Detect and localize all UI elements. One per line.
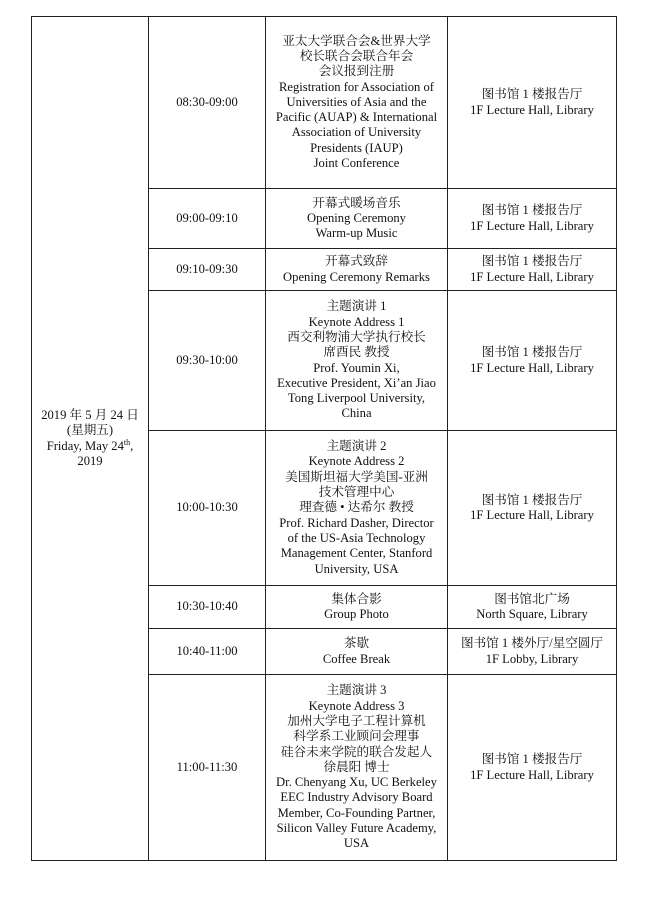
- weekday-zh: (星期五): [66, 423, 114, 438]
- date-en: [35, 439, 145, 454]
- cell-line: 图书馆 1 楼报告厅: [481, 203, 583, 218]
- cell-line: Coffee Break: [322, 651, 391, 666]
- cell-line: 1F Lecture Hall, Library: [470, 102, 594, 117]
- cell-line: China: [341, 406, 372, 421]
- cell-line: Pacific (AUAP) & International: [275, 110, 438, 125]
- cell-line: Keynote Address 2: [308, 454, 405, 469]
- cell-line: Member, Co-Founding Partner,: [277, 805, 436, 820]
- venue-cell: [448, 431, 617, 586]
- event-cell: [266, 249, 448, 291]
- time-cell: 10:40-11:00: [149, 629, 266, 675]
- time-cell: 09:30-10:00: [149, 291, 266, 431]
- venue-cell: [448, 17, 617, 189]
- cell-line: of the US-Asia Technology: [287, 530, 426, 545]
- cell-line: EEC Industry Advisory Board: [280, 790, 433, 805]
- cell-line: North Square, Library: [476, 607, 588, 621]
- time-cell: 09:10-09:30: [149, 249, 266, 291]
- date-en-suffix: ,: [130, 438, 134, 453]
- cell-line: 1F Lecture Hall, Library: [470, 767, 594, 782]
- cell-line: 校长联合会联合年会: [299, 48, 414, 63]
- cell-line: 开幕式暖场音乐: [312, 195, 401, 210]
- time-cell: 11:00-11:30: [149, 675, 266, 861]
- cell-line: 主题演讲 2: [326, 439, 387, 454]
- cell-line: 1F Lecture Hall, Library: [470, 218, 594, 233]
- cell-line: Presidents (IAUP): [310, 140, 403, 155]
- event-cell: [266, 675, 448, 861]
- venue-cell: [448, 629, 617, 675]
- venue-cell: [448, 249, 617, 291]
- cell-line: USA: [343, 836, 370, 851]
- cell-line: Prof. Richard Dasher, Director: [279, 515, 434, 530]
- cell-line: 图书馆 1 楼报告厅: [481, 87, 583, 102]
- cell-line: 加州大学电子工程计算机: [287, 713, 426, 728]
- time-cell: 08:30-09:00: [149, 17, 266, 189]
- cell-line: Opening Ceremony: [307, 210, 406, 225]
- venue-cell: [448, 675, 617, 861]
- date-year: 2019: [77, 453, 103, 468]
- table-row: [32, 17, 617, 189]
- event-cell: [266, 586, 448, 629]
- time-cell: 10:30-10:40: [149, 586, 266, 629]
- event-cell: [266, 629, 448, 675]
- cell-line: 集体合影: [331, 591, 382, 606]
- cell-line: Warm-up Music: [315, 226, 398, 241]
- cell-line: Management Center, Stanford: [280, 546, 433, 561]
- cell-line: 亚太大学联合会&世界大学: [282, 33, 431, 48]
- cell-line: 1F Lecture Hall, Library: [470, 360, 594, 375]
- event-cell: [266, 17, 448, 189]
- schedule-table: [31, 16, 617, 861]
- cell-line: Keynote Address 3: [308, 698, 405, 713]
- cell-line: 徐晨阳 博士: [323, 759, 390, 774]
- time-cell: 10:00-10:30: [149, 431, 266, 586]
- cell-line: 茶歇: [343, 636, 370, 651]
- event-cell: [266, 291, 448, 431]
- cell-line: Dr. Chenyang Xu, UC Berkeley: [276, 775, 437, 790]
- cell-line: Prof. Youmin Xi,: [313, 360, 400, 375]
- schedule-body: [32, 17, 617, 861]
- event-cell: [266, 189, 448, 249]
- venue-cell: [448, 189, 617, 249]
- cell-line: 西交利物浦大学执行校长: [287, 329, 426, 344]
- cell-line: 1F Lobby, Library: [485, 651, 579, 666]
- cell-line: 主题演讲 3: [326, 683, 387, 698]
- cell-line: Keynote Address 1: [308, 314, 405, 329]
- cell-line: 图书馆 1 楼报告厅: [481, 254, 583, 269]
- date-zh: 2019 年 5 月 24 日: [41, 407, 139, 422]
- cell-line: Tong Liverpool University,: [287, 391, 426, 406]
- cell-line: 图书馆 1 楼报告厅: [481, 345, 583, 360]
- cell-line: Opening Ceremony Remarks: [283, 269, 430, 284]
- cell-line: 硅谷未来学院的联合发起人: [280, 744, 433, 759]
- cell-line: Universities of Asia and the: [286, 94, 427, 109]
- date-en-text: Friday, May 24: [46, 438, 124, 453]
- cell-line: 图书馆 1 楼报告厅: [481, 492, 583, 507]
- venue-cell: [448, 586, 617, 629]
- cell-line: Registration for Association of: [279, 79, 434, 94]
- cell-line: 图书馆 1 楼外厅/星空圆厅: [460, 636, 604, 651]
- cell-line: 科学系工业顾问会理事: [293, 729, 420, 744]
- cell-line: 理查德 • 达希尔 教授: [299, 500, 414, 515]
- cell-line: 开幕式致辞: [325, 254, 388, 269]
- cell-line: 会议报到注册: [318, 64, 395, 79]
- cell-line: Silicon Valley Future Academy,: [276, 821, 437, 836]
- event-cell: [266, 431, 448, 586]
- cell-line: University, USA: [314, 561, 399, 576]
- cell-line: 主题演讲 1: [326, 299, 387, 314]
- date-en-sup: th: [123, 437, 131, 447]
- cell-line: 1F Lecture Hall, Library: [470, 508, 594, 522]
- date-cell: [32, 17, 149, 861]
- cell-line: 1F Lecture Hall, Library: [470, 269, 594, 284]
- cell-line: Executive President, Xi’an Jiao: [277, 375, 436, 390]
- cell-line: Group Photo: [324, 607, 389, 621]
- cell-line: 美国斯坦福大学美国-亚洲: [285, 469, 428, 484]
- cell-line: 图书馆 1 楼报告厅: [481, 752, 583, 767]
- cell-line: Association of University: [291, 125, 422, 140]
- cell-line: 技术管理中心: [318, 485, 395, 500]
- time-cell: 09:00-09:10: [149, 189, 266, 249]
- venue-cell: [448, 291, 617, 431]
- cell-line: 图书馆北广场: [494, 591, 570, 606]
- cell-line: Joint Conference: [313, 156, 400, 171]
- cell-line: 席酉民 教授: [323, 345, 390, 360]
